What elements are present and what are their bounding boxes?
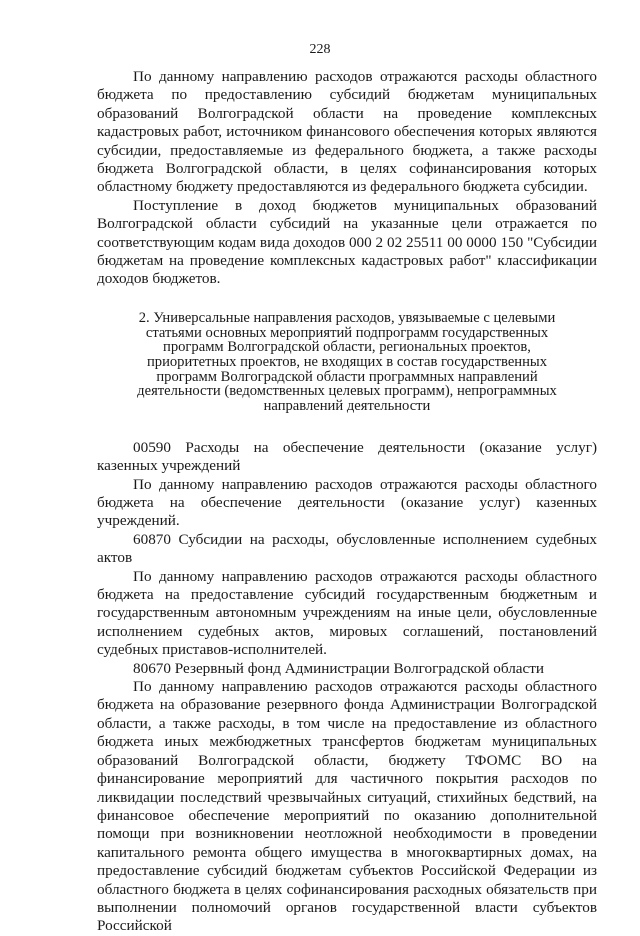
paragraph: По данному направлению расходов отражаются расходы областного бюджета по предоставлению субсидий бюджетам муниципальных образований Волгоградской области на проведение комплексных кадастровых работ, источником финансового обеспечения которых являются субсидии, предоставляемые из федерального бюджета, а также расходы бюджета Волгоградской области, в целях софинансирования которых областному бюджету предоставляются из федерального бюджета субсидии. xyxy=(97,68,597,196)
document-body xyxy=(97,68,597,936)
page-number: 228 xyxy=(309,42,331,57)
paragraph: По данному направлению расходов отражаются расходы областного бюджета на обеспечение деятельности (оказание услуг) казенных учреждений. xyxy=(97,475,597,530)
expense-item-title: 80670 Резервный фонд Администрации Волгоградской области xyxy=(133,659,545,677)
paragraph: Поступление в доход бюджетов муниципальных образований Волгоградской области субсидий на указанные цели отражается по соответствующим кодам вида доходов 000 2 02 25511 00 0000 150 "Субсидии бюджетам на проведение комплексных кадастровых работ" классификации доходов бюджетов. xyxy=(97,196,597,288)
section-heading: 2. Универсальные направления расходов, увязываемые с целевыми статьями основных мероприятий подпрограмм государственных программ Волгоградской области, региональных проектов, приоритетных проектов, не входящих в состав государственных программ Волгоградской области программных направлений деятельности (ведомственных целевых программ), непрограммных направлений деятельности xyxy=(137,309,557,415)
paragraph: По данному направлению расходов отражаются расходы областного бюджета на образование резервного фонда Администрации Волгоградской области, а также расходы, в том числе на предоставление из областного бюджета иных межбюджетных трансфертов бюджетам муниципальных образований Волгоградской области, бюджету ТФОМС ВО на финансирование мероприятий для частичного покрытия расходов по ликвидации последствий чрезвычайных ситуаций, стихийных бедствий, на финансовое обеспечение мероприятий по оказанию дополнительной помощи при возникновении неотложной необходимости в проведении капитального ремонта общего имущества в многоквартирных домах, на предоставление субсидий бюджетам субъектов Российской Федерации из областного бюджета в целях софинансирования расходных обязательств при выполнении полномочий органов государственной власти субъектов Российской xyxy=(97,678,597,935)
paragraph: По данному направлению расходов отражаются расходы областного бюджета на предоставление субсидий государственным бюджетным и государственным автономным учреждениям на иные цели, обусловленные исполнением судебных актов, мировых соглашений, постановлений судебных приставов-исполнителей. xyxy=(97,567,597,659)
expense-item-title: 00590 Расходы на обеспечение деятельности (оказание услуг) казенных учреждений xyxy=(97,438,597,475)
expense-item-title: 60870 Субсидии на расходы, обусловленные исполнением судебных актов xyxy=(97,530,597,567)
